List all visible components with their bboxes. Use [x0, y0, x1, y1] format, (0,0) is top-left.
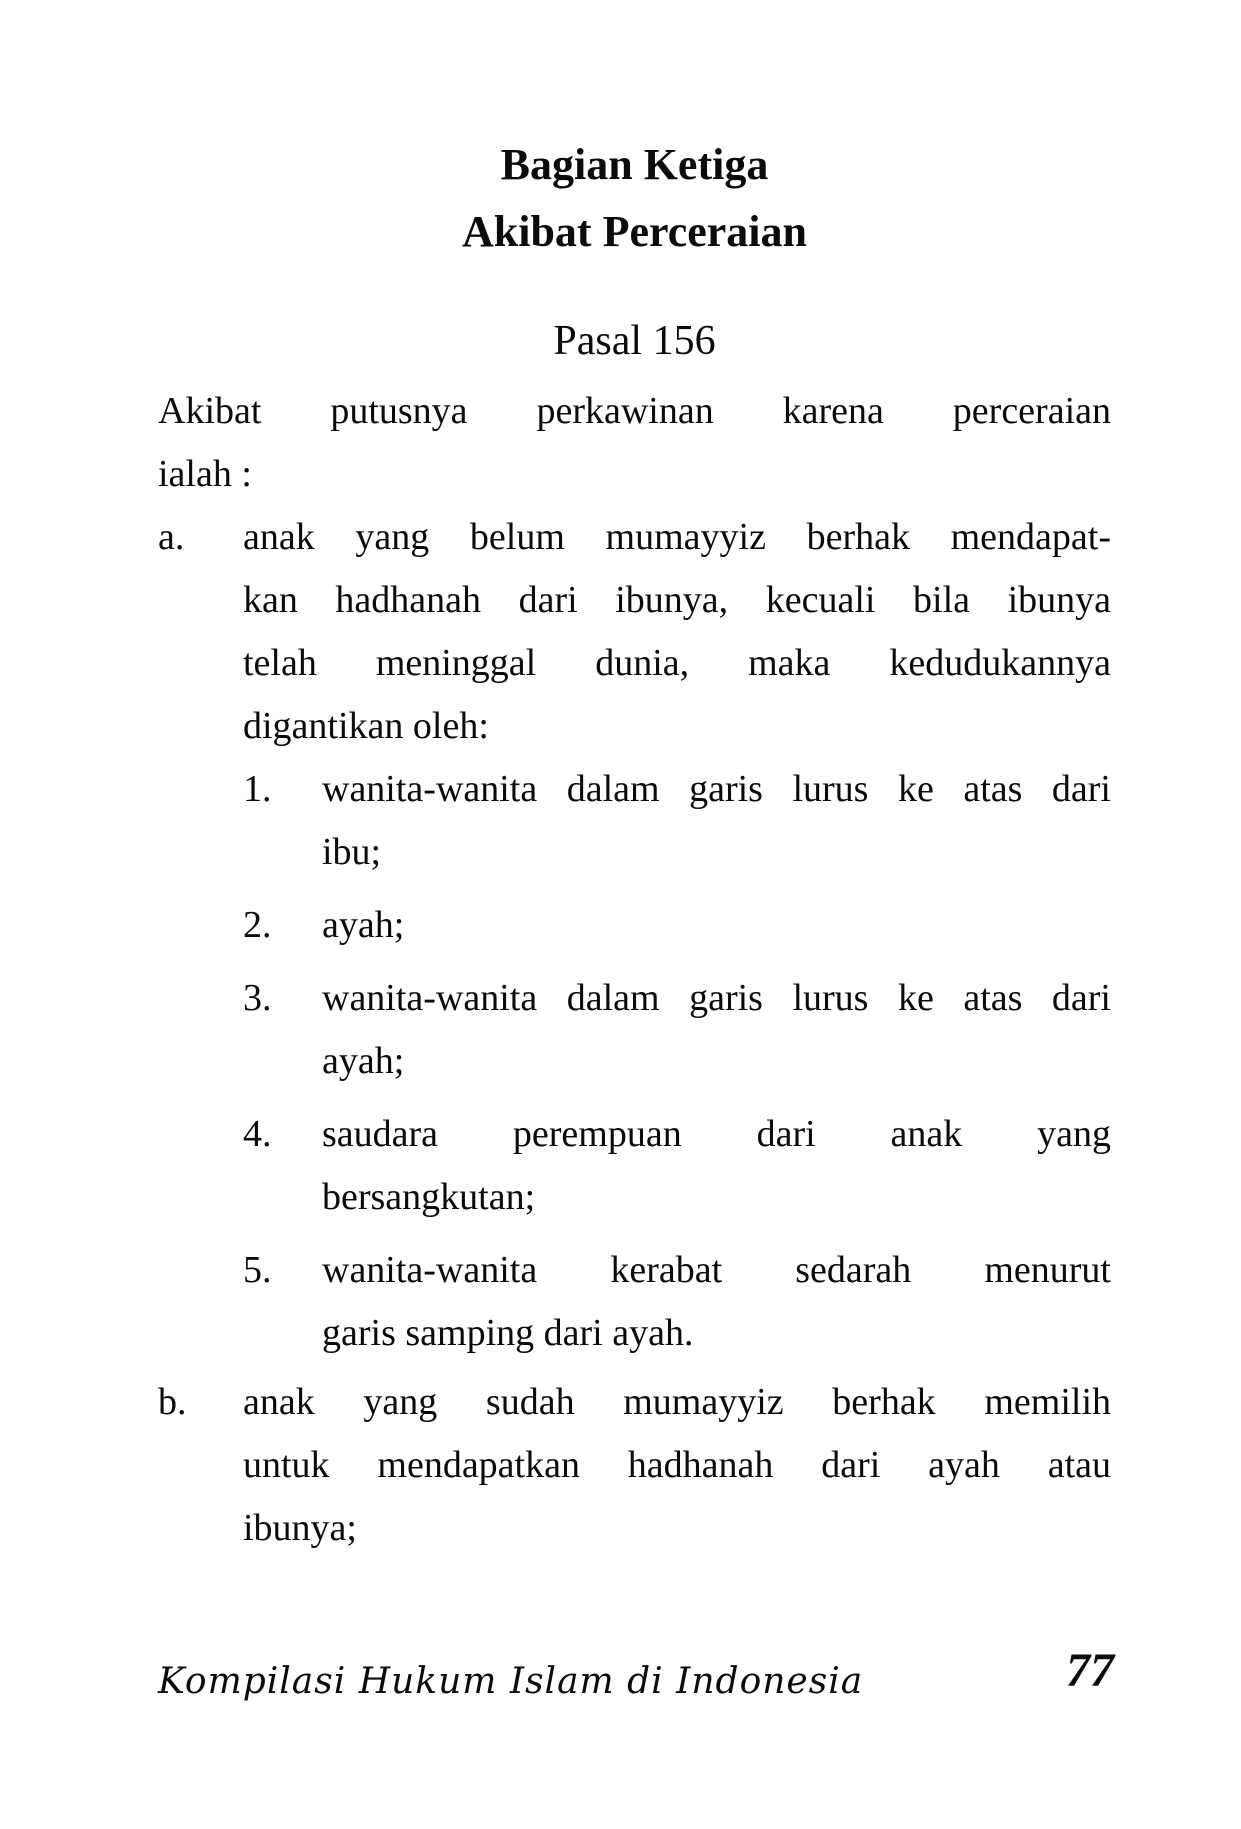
sublist-item-paragraph — [322, 758, 1111, 884]
list-item-paragraph — [243, 506, 1111, 758]
list-item-line: anak yang sudah mumayyiz berhak memilih — [243, 1381, 1111, 1423]
sublist-item-3 — [243, 967, 1111, 1093]
sublist-item-paragraph — [322, 894, 1111, 957]
sublist-item-line: ayah; — [322, 904, 405, 946]
sublist-item-line: wanita-wanita dalam garis lurus ke atas dari — [322, 977, 1111, 1019]
intro-line: ialah : — [158, 453, 252, 495]
sublist-item-paragraph — [322, 967, 1111, 1093]
list-item-line: anak yang belum mumayyiz berhak mendapat- — [243, 516, 1111, 558]
ordered-list — [158, 506, 1111, 1560]
sublist-item-marker: 5. — [243, 1249, 272, 1291]
sublist-item-paragraph — [322, 1103, 1111, 1229]
list-item-line: digantikan oleh: — [243, 705, 489, 747]
sublist-item-marker: 4. — [243, 1113, 272, 1155]
section-subheading: Akibat Perceraian — [461, 207, 808, 256]
list-item-paragraph — [243, 1371, 1111, 1560]
sublist-item-line: saudara perempuan dari anak yang — [322, 1113, 1111, 1155]
sublist-item-line: ibu; — [322, 831, 382, 873]
list-item-a — [158, 506, 1111, 1365]
sublist-item-marker: 3. — [243, 977, 272, 1019]
sublist-item-2 — [243, 894, 1111, 957]
list-item-line: ibunya; — [243, 1507, 357, 1549]
sublist-item-4 — [243, 1103, 1111, 1229]
list-item-marker: a. — [158, 516, 185, 558]
list-item-body — [243, 506, 1111, 1365]
sublist-item-line: bersangkutan; — [322, 1176, 536, 1218]
sublist-item-marker: 2. — [243, 904, 272, 946]
sublist-item-paragraph — [322, 1239, 1111, 1365]
sublist-item-line: ayah; — [322, 1040, 405, 1082]
list-item-line: kan hadhanah dari ibunya, kecuali bila ibunya — [243, 579, 1111, 621]
intro-paragraph — [158, 380, 1111, 506]
list-item-line: telah meninggal dunia, maka kedudukannya — [243, 642, 1111, 684]
article-heading: Pasal 156 — [553, 318, 716, 364]
sublist-item-line: wanita-wanita kerabat sedarah menurut — [322, 1249, 1111, 1291]
section-heading: Bagian Ketiga — [500, 140, 769, 189]
sublist-item-5 — [243, 1239, 1111, 1365]
intro-line: Akibat putusnya perkawinan karena perceraian — [158, 390, 1111, 432]
list-item-marker: b. — [158, 1381, 187, 1423]
list-item-b — [158, 1371, 1111, 1560]
list-item-line: untuk mendapatkan hadhanah dari ayah atau — [243, 1444, 1111, 1486]
page-content — [158, 0, 1111, 1560]
sublist-item-line: wanita-wanita dalam garis lurus ke atas dari — [322, 768, 1111, 810]
footer-page-number: 77 — [1066, 1644, 1114, 1697]
footer-book-title: Kompilasi Hukum Islam di Indonesia — [158, 1661, 864, 1702]
sublist-item-marker: 1. — [243, 768, 272, 810]
sublist-item-1 — [243, 758, 1111, 884]
numbered-sublist — [243, 758, 1111, 1365]
sublist-item-line: garis samping dari ayah. — [322, 1312, 694, 1354]
